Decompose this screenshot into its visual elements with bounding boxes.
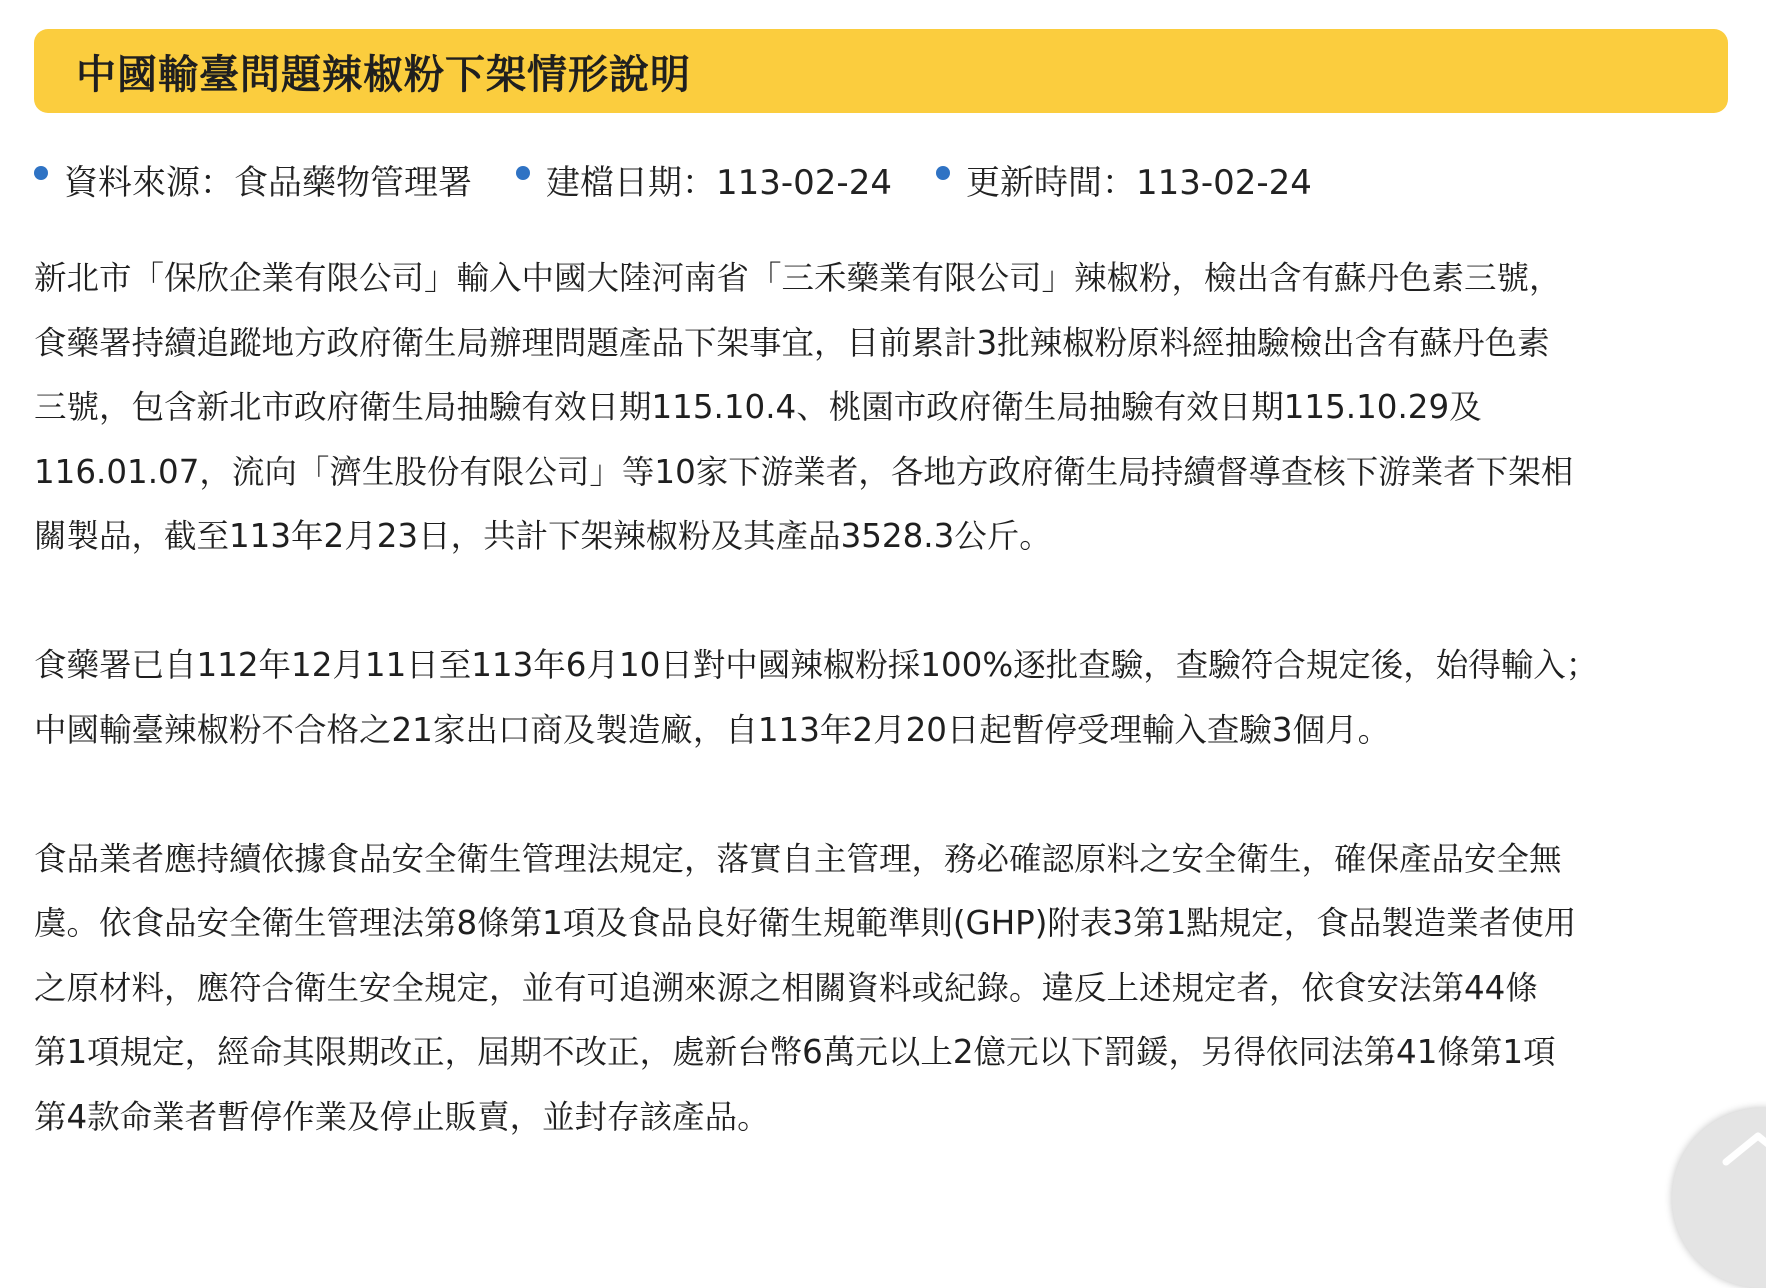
title-banner [34,29,1728,113]
paragraph-line: 虞。依食品安全衛生管理法第8條第1項及食品良好衛生規範準則(GHP)附表3第1點規定，食品製造業者使用 [34,904,1577,942]
paragraph-line: 116.01.07，流向「濟生股份有限公司」等10家下游業者，各地方政府衛生局持續督導查核下游業者下架相 [34,452,1574,491]
page-title: 中國輸臺問題辣椒粉下架情形說明 [76,51,691,98]
bullet-icon [34,166,48,180]
paragraph [34,827,1746,1150]
article-body [34,246,1746,1214]
paragraph-line: 食藥署持續追蹤地方政府衛生局辦理問題產品下架事宜，目前累計3批辣椒粉原料經抽驗檢出含有蘇丹色素 [34,323,1550,362]
paragraph-line: 中國輸臺辣椒粉不合格之21家出口商及製造廠，自113年2月20日起暫停受理輸入查驗3個月。 [34,710,1391,749]
meta-created-text: 建檔日期：113-02-24 [546,162,892,203]
paragraph-line: 第1項規定，經命其限期改正，屆期不改正，處新台幣6萬元以上2億元以下罰鍰，另得依同法第41條第1項 [34,1033,1556,1071]
paragraph-line: 關製品，截至113年2月23日，共計下架辣椒粉及其產品3528.3公斤。 [34,517,1052,555]
meta-info-row [34,154,1356,204]
paragraph-line: 食藥署已自112年12月11日至113年6月10日對中國辣椒粉採100%逐批查驗，查驗符合規定後，始得輸入； [34,646,1599,684]
paragraph-line: 第4款命業者暫停作業及停止販賣，並封存該產品。 [34,1097,770,1136]
meta-updated [936,155,1312,204]
paragraph-line: 新北市「保欣企業有限公司」輸入中國大陸河南省「三禾藥業有限公司」辣椒粉，檢出含有蘇丹色素三號， [34,259,1562,297]
meta-updated-text: 更新時間：113-02-24 [965,162,1312,203]
meta-created [516,155,892,204]
bullet-icon [936,166,950,180]
paragraph-line: 之原材料，應符合衛生安全規定，並有可追溯來源之相關資料或紀錄。違反上述規定者，依食安法第44條 [34,968,1538,1007]
meta-source-text: 資料來源：食品藥物管理署 [64,162,472,203]
meta-source [34,155,472,204]
paragraph-line: 三號，包含新北市政府衛生局抽驗有效日期115.10.4、桃園市政府衛生局抽驗有效日期115.10.29及 [34,388,1482,426]
bullet-icon [516,166,530,180]
paragraph-line: 食品業者應持續依據食品安全衛生管理法規定，落實自主管理，務必確認原料之安全衛生，確保產品安全無 [34,839,1562,878]
paragraph [34,633,1746,762]
paragraph [34,246,1746,569]
chevron-up-icon [1718,1128,1766,1168]
